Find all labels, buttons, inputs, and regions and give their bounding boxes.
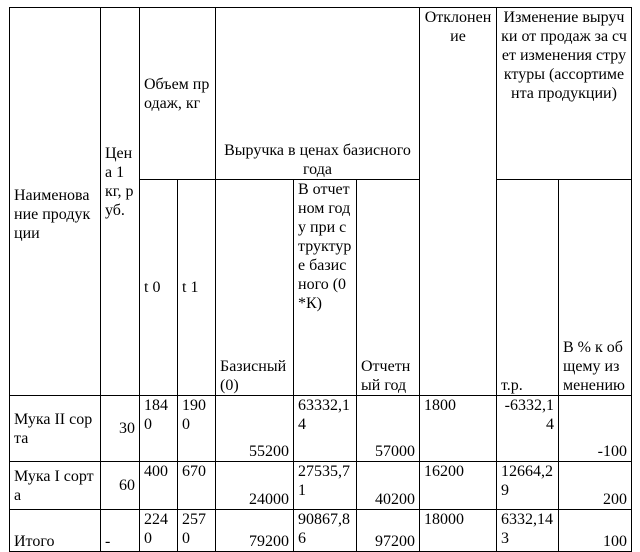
header-change: Изменение выручки от продаж за счет изменения структуры (ассортимента продукции)	[497, 8, 632, 180]
row-rev-base: 24000	[216, 462, 294, 510]
sales-revenue-table	[9, 7, 632, 552]
row-rev-base: 55200	[216, 396, 294, 462]
row-price: 30	[101, 396, 140, 462]
header-rev-report: Отчетный год	[357, 180, 420, 396]
row-deviation: 1800	[420, 396, 497, 462]
row-change-tr: 6332,143	[497, 510, 559, 552]
header-revenue: Выручка в ценах базисного года	[216, 8, 420, 180]
header-rev-report-struct: В отчетном году при структуре базисного (0*К)	[294, 180, 357, 396]
row-change-pct: -100	[559, 396, 632, 462]
table-row	[10, 510, 632, 552]
row-price: 60	[101, 462, 140, 510]
header-rev-base: Базисный(0)	[216, 180, 294, 396]
row-name: Мука II сорта	[10, 396, 101, 462]
row-deviation: 16200	[420, 462, 497, 510]
header-t0: t 0	[140, 180, 178, 396]
row-name: Итого	[10, 510, 101, 552]
row-t0: 2240	[140, 510, 178, 552]
row-name: Мука I сорта	[10, 462, 101, 510]
row-rev-report-struct: 63332,14	[294, 396, 357, 462]
row-change-tr: 12664,29	[497, 462, 559, 510]
table-row	[10, 396, 632, 462]
row-t1: 670	[178, 462, 216, 510]
row-price: -	[101, 510, 140, 552]
row-rev-report-struct: 90867,86	[294, 510, 357, 552]
header-volume: Объем продаж, кг	[140, 8, 216, 180]
row-rev-report: 57000	[357, 396, 420, 462]
table-row	[10, 462, 632, 510]
header-deviation: Отклонение	[420, 8, 497, 396]
row-rev-report-struct: 27535,71	[294, 462, 357, 510]
header-change-pct: В % к общему изменению	[559, 180, 632, 396]
row-t1: 2570	[178, 510, 216, 552]
row-rev-report: 40200	[357, 462, 420, 510]
row-rev-report: 97200	[357, 510, 420, 552]
header-name: Наименование продукции	[10, 8, 101, 396]
header-t1: t 1	[178, 180, 216, 396]
row-change-tr: -6332,14	[497, 396, 559, 462]
row-t0: 400	[140, 462, 178, 510]
row-change-pct: 200	[559, 462, 632, 510]
row-change-pct: 100	[559, 510, 632, 552]
row-deviation: 18000	[420, 510, 497, 552]
header-price: Цена 1 кг, руб.	[101, 8, 140, 396]
row-rev-base: 79200	[216, 510, 294, 552]
row-t0: 1840	[140, 396, 178, 462]
row-t1: 1900	[178, 396, 216, 462]
header-change-tr: т.р.	[497, 180, 559, 396]
